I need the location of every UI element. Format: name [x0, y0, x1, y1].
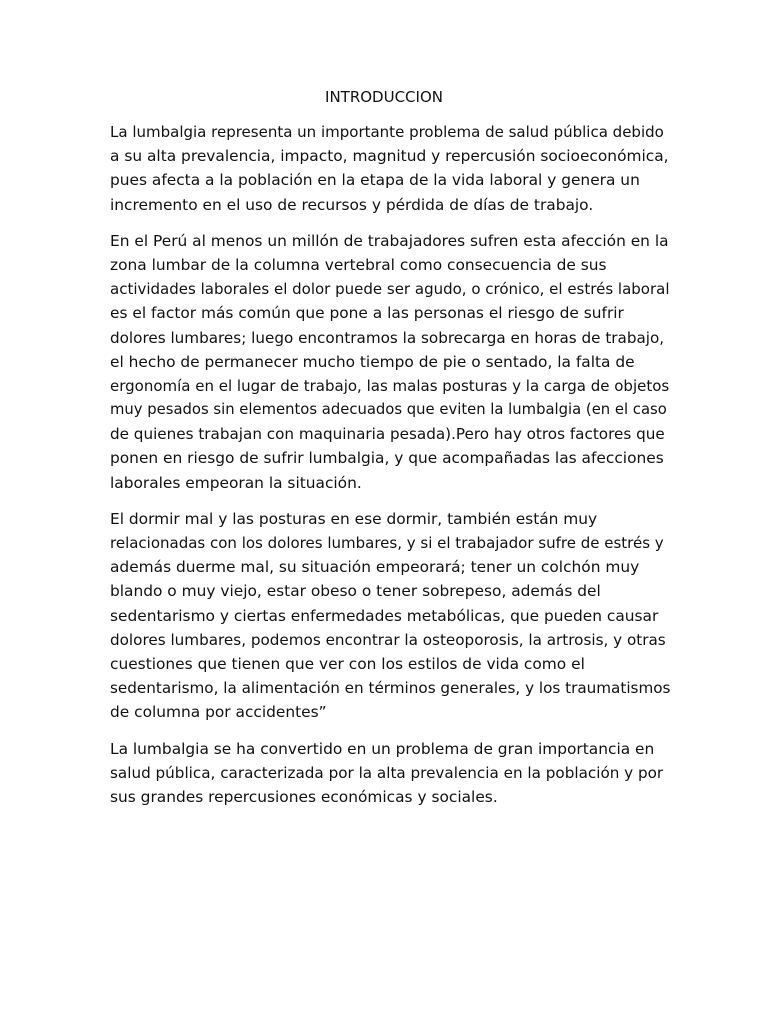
text-line: sedentarismo y ciertas enfermedades metabólicas, que pueden causar — [110, 606, 659, 625]
text-line: cuestiones que tienen que ver con los estilos de vida como el — [110, 654, 585, 673]
text-line: a su alta prevalencia, impacto, magnitud y repercusión socioeconómica, — [110, 147, 669, 166]
paragraph-1 — [110, 120, 670, 217]
text-line: actividades laborales el dolor puede ser agudo, o crónico, el estrés laboral — [110, 280, 670, 299]
text-line: pues afecta a la población en la etapa de la vida laboral y genera un — [110, 171, 640, 190]
text-line: sus grandes repercusiones económicas y sociales. — [110, 787, 498, 806]
text-line: es el factor más común que pone a las personas el riesgo de sufrir — [110, 304, 624, 323]
text-line: La lumbalgia representa un importante problema de salud pública debido — [110, 123, 664, 141]
paragraph-2 — [110, 229, 670, 495]
text-line: salud pública, caracterizada por la alta prevalencia en la población y por — [110, 763, 664, 782]
text-line: ponen en riesgo de sufrir lumbalgia, y que acompañadas las afecciones — [110, 449, 664, 468]
text-line: además duerme mal, su situación empeorará; tener un colchón muy — [110, 558, 640, 577]
paragraph-3 — [110, 507, 670, 725]
text-line: En el Perú al menos un millón de trabajadores sufren esta afección en la — [110, 231, 669, 250]
text-line: incremento en el uso de recursos y pérdida de días de trabajo. — [110, 195, 594, 214]
text-line: de columna por accidentes” — [110, 703, 327, 722]
document-body — [110, 120, 670, 821]
paragraph-4 — [110, 737, 670, 810]
text-line: muy pesados sin elementos adecuados que eviten la lumbalgia (en el caso — [110, 401, 667, 419]
text-line: dolores lumbares, podemos encontrar la osteoporosis, la artrosis, y otras — [110, 630, 666, 649]
text-line: dolores lumbares; luego encontramos la sobrecarga en horas de trabajo, — [110, 328, 665, 347]
page-title: INTRODUCCION — [325, 88, 443, 106]
text-line: el hecho de permanecer mucho tiempo de pie o sentado, la falta de — [110, 352, 635, 371]
text-line: zona lumbar de la columna vertebral como consecuencia de sus — [110, 255, 607, 274]
text-line: blando o muy viejo, estar obeso o tener sobrepeso, además del — [110, 582, 601, 601]
text-line: relacionadas con los dolores lumbares, y si el trabajador sufre de estrés y — [110, 534, 664, 552]
text-line: ergonomía en el lugar de trabajo, las malas posturas y la carga de objetos — [110, 376, 670, 395]
text-line: laborales empeoran la situación. — [110, 473, 362, 492]
text-line: de quienes trabajan con maquinaria pesada).Pero hay otros factores que — [110, 425, 665, 444]
text-line: sedentarismo, la alimentación en términos generales, y los traumatismos — [110, 679, 671, 698]
text-line: La lumbalgia se ha convertido en un problema de gran importancia en — [110, 739, 655, 758]
text-line: El dormir mal y las posturas en ese dormir, también están muy — [110, 509, 598, 528]
